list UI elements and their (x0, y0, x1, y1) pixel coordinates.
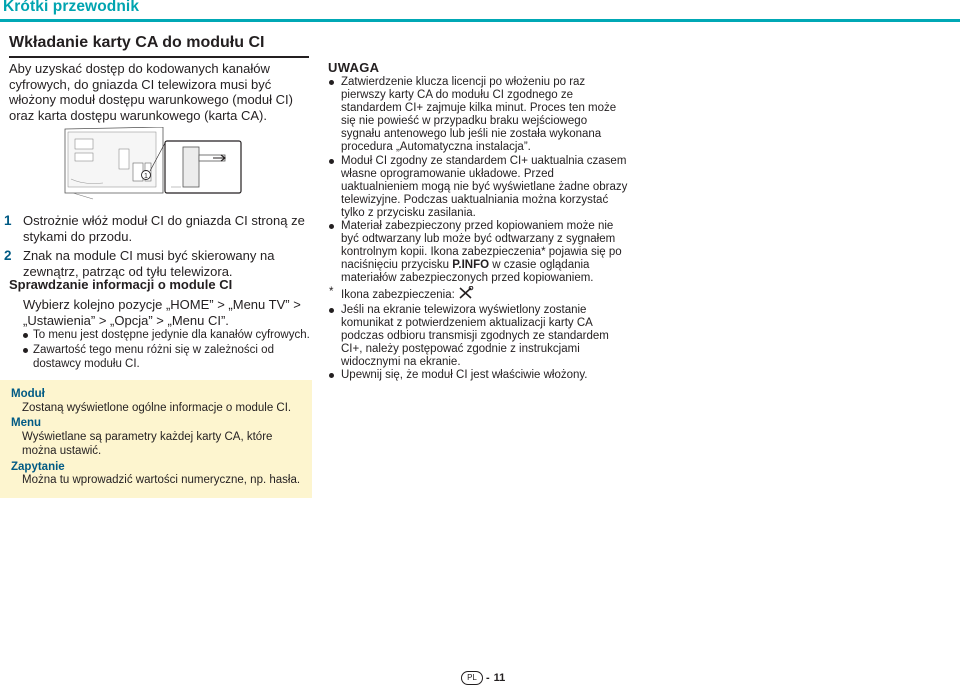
language-badge: PL (461, 671, 483, 685)
section-title: Wkładanie karty CA do modułu CI (9, 34, 265, 51)
step-number: 2 (4, 248, 12, 263)
page-header (0, 0, 960, 20)
list-item (328, 286, 628, 304)
list-item: Moduł CI zgodny ze standardem CI+ uaktualnia czasem własne oprogramowanie układowe. Przed uaktualnieniem mogą nie być wyświetlane żadne obrazy telewizyjne. Podczas uaktualniania można korzystać tylko z przycisku zasilania. (328, 155, 628, 220)
intro-paragraph: Aby uzyskać dostęp do kodowanych kanałów cyfrowych, do gniazda CI telewizora musi być włożony moduł dostępu warunkowego (moduł CI) oraz karta dostępu warunkowego (karta CA). (9, 61, 293, 123)
ci-info-heading: Sprawdzanie informacji o module CI (9, 277, 233, 292)
list-item: Zawartość tego menu różni się w zależności od dostawcy modułu CI. (23, 343, 313, 371)
steps-list (4, 213, 314, 283)
page-footer (461, 670, 505, 685)
ci-info-instruction: Wybierz kolejno pozycje „HOME” > „Menu TV” > „Ustawienia” > „Opcja” > „Menu CI”. (23, 297, 301, 328)
wrench-screwdriver-icon (458, 286, 474, 304)
definition-desc: Zostaną wyświetlone ogólne informacje o module CI. (22, 401, 292, 414)
note-text: Materiał zabezpieczony przed kopiowaniem może nie być odtwarzany lub może być odtwarzany z sygnałem kontrolnym kopii. Ikona zabezpieczenia* pojawia się po naciśnięciu przycisku (341, 220, 622, 272)
pinfo-button-label: P.INFO (452, 259, 490, 272)
step-number: 1 (4, 213, 12, 228)
definition-term: Zapytanie (11, 460, 65, 473)
list-item: Zatwierdzenie klucza licencji po włożeniu po raz pierwszy karty CA do modułu CI zgodnego ze standardem CI+ zajmuje kilka minut. Proces ten może się nie powieść w przypadku braku wejściowego sygnału antenowego lub jeśli nie została wykonana procedura „Automatyczna instalacja”. (328, 76, 628, 155)
list-item: Jeśli na ekranie telewizora wyświetlony zostanie komunikat z potwierdzeniem aktualizacji karty CA podczas odbioru transmisji zgodnych ze standardem CI+, należy postępować zgodnie z instrukcjami widocznymi na ekranie. (328, 304, 628, 369)
asterisk: * (329, 285, 334, 298)
header-rule (0, 19, 960, 22)
note-text: w czasie oglądania materiałów zabezpieczonych przed kopiowaniem. (341, 259, 594, 285)
note-heading: UWAGA (328, 60, 380, 75)
step-2 (4, 248, 314, 280)
step-text: Ostrożnie włóż moduł CI do gniazda CI stroną ze stykami do przodu. (23, 213, 305, 244)
page-number: 11 (493, 671, 506, 684)
ci-slot-diagram (63, 127, 245, 201)
step-text: Znak na module CI musi być skierowany na zewnątrz, patrząc od tyłu telewizora. (23, 248, 275, 279)
list-item (328, 220, 628, 285)
list-item: To menu jest dostępne jedynie dla kanałów cyfrowych. (23, 328, 313, 342)
note-list (328, 76, 628, 382)
definition-term: Menu (11, 417, 42, 430)
callout-number: 1 (144, 173, 148, 180)
list-item: Upewnij się, że moduł CI jest właściwie włożony. (328, 369, 628, 382)
definition-desc: Można tu wprowadzić wartości numeryczne, np. hasła. (22, 474, 301, 487)
section-rule (9, 56, 309, 58)
tv-back-illustration (63, 127, 245, 201)
page-separator: - (486, 671, 490, 684)
step-1 (4, 213, 314, 245)
definition-term: Moduł (11, 388, 45, 400)
definition-desc: Wyświetlane są parametry każdej karty CA, które można ustawić. (22, 431, 273, 457)
note-text: Ikona zabezpieczenia: (341, 288, 455, 301)
ci-info-bullets (23, 328, 313, 372)
definitions-list (11, 388, 301, 490)
header-title: Krótki przewodnik (3, 0, 140, 15)
